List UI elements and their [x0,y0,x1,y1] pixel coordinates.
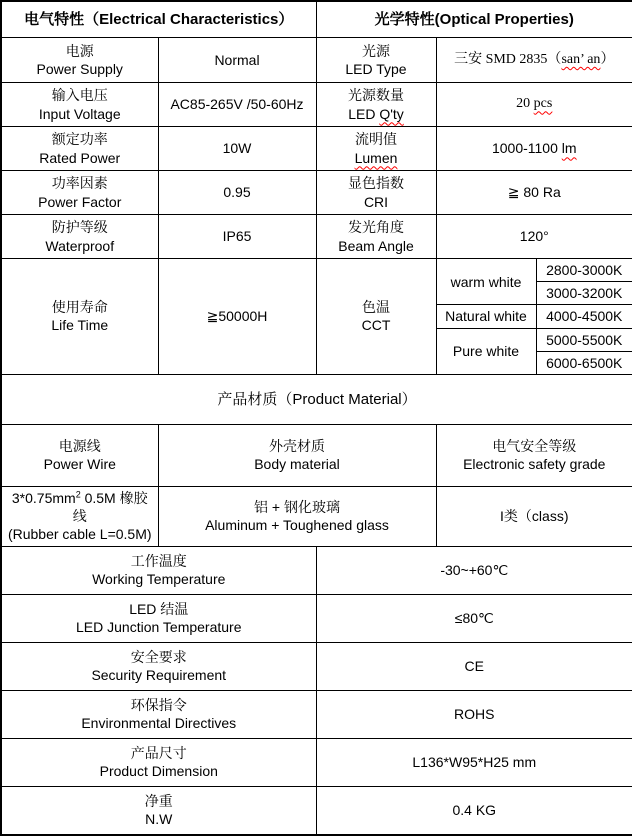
cct-pure-white-value-1: 5000-5500K [536,328,632,351]
row-environmental-directives [1,690,632,738]
life-time-label-cn: 使用寿命 [51,299,108,316]
cct-label [316,259,436,375]
row-led-junction-temperature [1,594,632,642]
beam-angle-label-en: Beam Angle [338,237,414,254]
led-type-label [316,38,436,83]
row-security-requirement [1,642,632,690]
security-requirement-value: CE [316,642,632,690]
row-working-temperature [1,546,632,594]
power-factor-value: 0.95 [158,171,316,215]
beam-angle-label-cn: 发光角度 [348,219,404,236]
input-voltage-label [1,83,158,127]
led-qty-value-prefix: 20 [516,96,534,112]
cct-natural-white-name: Natural white [436,305,536,328]
cct-pure-white-value-2: 6000-6500K [536,351,632,374]
led-type-label-en: LED Type [345,61,407,77]
product-material-header-row [1,374,632,424]
security-requirement-label-en: Security Requirement [91,667,227,683]
net-weight-label [1,786,316,835]
lumen-value-misspelled: lm [561,140,577,157]
power-factor-label-en: Power Factor [38,193,122,210]
material-values-row [1,486,632,546]
cct-label-cn: 色温 [362,299,390,316]
led-qty-value [436,83,632,127]
body-material-label-en: Body material [254,456,340,473]
cct-pure-white-name: Pure white [436,328,536,374]
led-qty-value-misspelled: pcs [533,96,553,112]
led-junction-temperature-label-en: LED Junction Temperature [76,619,242,635]
life-time-label-en: Life Time [51,317,109,334]
power-wire-label-cn: 电源线 [58,438,101,455]
cri-label-en: CRI [363,193,389,210]
beam-angle-value: 120° [436,215,632,259]
power-wire-superscript: 2 [75,489,81,500]
row-cct-1 [1,259,632,282]
rated-power-label-cn: 额定功率 [51,131,108,148]
lumen-label-en [320,149,433,167]
row-power-supply-led-type [1,38,632,83]
cct-label-en: CCT [361,317,391,334]
cri-label-cn: 显色指数 [348,175,404,192]
safety-grade-label [436,424,632,486]
security-requirement-label [1,642,316,690]
net-weight-label-cn: 净重 [144,792,173,809]
led-qty-label-cn: 光源数量 [348,87,404,104]
power-wire-label-en: Power Wire [43,456,116,473]
led-type-value-prefix: 三安 SMD 2835（ [454,51,562,67]
waterproof-label-cn: 防护等级 [51,219,108,236]
cri-value: ≧ 80 Ra [436,171,632,215]
rated-power-label-en: Rated Power [39,149,121,166]
net-weight-value: 0.4 KG [316,786,632,835]
safety-grade-label-en: Electronic safety grade [463,456,606,473]
waterproof-label-en: Waterproof [45,237,115,254]
security-requirement-label-cn: 安全要求 [130,648,187,665]
life-time-label [1,259,158,375]
life-time-value: ≧50000H [158,259,316,375]
lumen-value [436,127,632,171]
power-factor-label-cn: 功率因素 [51,175,108,192]
rated-power-value: 10W [158,127,316,171]
body-material-label-cn: 外壳材质 [269,438,325,455]
product-dimension-label-en: Product Dimension [99,763,218,779]
body-material-label [158,424,436,486]
led-junction-temperature-label-cn: LED 结温 [129,600,189,617]
cct-natural-white-value: 4000-4500K [536,305,632,328]
power-wire-value [1,486,158,546]
safety-grade-label-cn: 电气安全等级 [492,438,577,455]
product-dimension-label-cn: 产品尺寸 [130,744,187,761]
product-material-header: 产品材质（Product Material） [1,374,632,424]
row-rated-power-lumen [1,127,632,171]
input-voltage-label-cn: 输入电压 [51,87,108,104]
led-junction-temperature-value: ≤80℃ [316,594,632,642]
led-type-label-cn: 光源 [362,42,390,59]
working-temperature-label-cn: 工作温度 [130,552,187,569]
waterproof-label [1,215,158,259]
led-qty-label-misspelled: Q'ty [379,105,404,122]
lumen-label [316,127,436,171]
waterproof-value: IP65 [158,215,316,259]
rated-power-label [1,127,158,171]
body-material-value [158,486,436,546]
material-columns-row [1,424,632,486]
product-dimension-value: L136*W95*H25 mm [316,738,632,786]
power-supply-label-cn: 电源 [65,42,94,59]
cct-warm-white-value-2: 3000-3200K [536,282,632,305]
lumen-value-prefix: 1000-1100 [491,140,562,157]
optical-properties-header: 光学特性(Optical Properties) [316,1,632,38]
led-junction-temperature-label [1,594,316,642]
input-voltage-label-en: Input Voltage [38,105,121,122]
led-type-value [436,38,632,83]
environmental-directives-label-en: Environmental Directives [81,715,237,731]
led-qty-label-en: LED Q'ty [348,105,404,122]
environmental-directives-label [1,690,316,738]
working-temperature-value: -30~+60℃ [316,546,632,594]
electrical-characteristics-header: 电气特性（Electrical Characteristics） [1,1,316,38]
led-type-value-suffix: ） [600,51,615,67]
cct-warm-white-name: warm white [436,259,536,305]
power-supply-label [1,38,158,83]
working-temperature-label-en: Working Temperature [92,571,226,587]
safety-grade-value: I类（class) [436,486,632,546]
led-qty-label [316,83,436,127]
body-material-value-line1: 铝 + 钢化玻璃 [254,499,340,516]
row-input-voltage-led-qty [1,83,632,127]
cri-label [316,171,436,215]
row-power-factor-cri [1,171,632,215]
environmental-directives-label-cn: 环保指令 [130,696,187,713]
power-wire-label [1,424,158,486]
power-supply-label-en: Power Supply [36,61,123,77]
lumen-label-cn: 流明值 [355,131,397,148]
power-wire-value-line2: (Rubber cable L=0.5M) [7,526,152,543]
body-material-value-line2: Aluminum + Toughened glass [205,517,389,534]
section-header-row [1,1,632,38]
power-supply-value: Normal [158,38,316,83]
working-temperature-label [1,546,316,594]
cct-warm-white-value-1: 2800-3000K [536,259,632,282]
row-net-weight [1,786,632,835]
beam-angle-label [316,215,436,259]
net-weight-label-en: N.W [145,811,173,827]
input-voltage-value: AC85-265V /50-60Hz [158,83,316,127]
environmental-directives-value: ROHS [316,690,632,738]
power-wire-value-line1: $3*0.75mm^2$ 0.5M 橡胶线 [11,489,148,525]
row-waterproof-beam-angle [1,215,632,259]
led-type-value-misspelled: san’ an [561,51,601,67]
lumen-label-misspelled: Lumen [354,149,398,166]
power-factor-label [1,171,158,215]
